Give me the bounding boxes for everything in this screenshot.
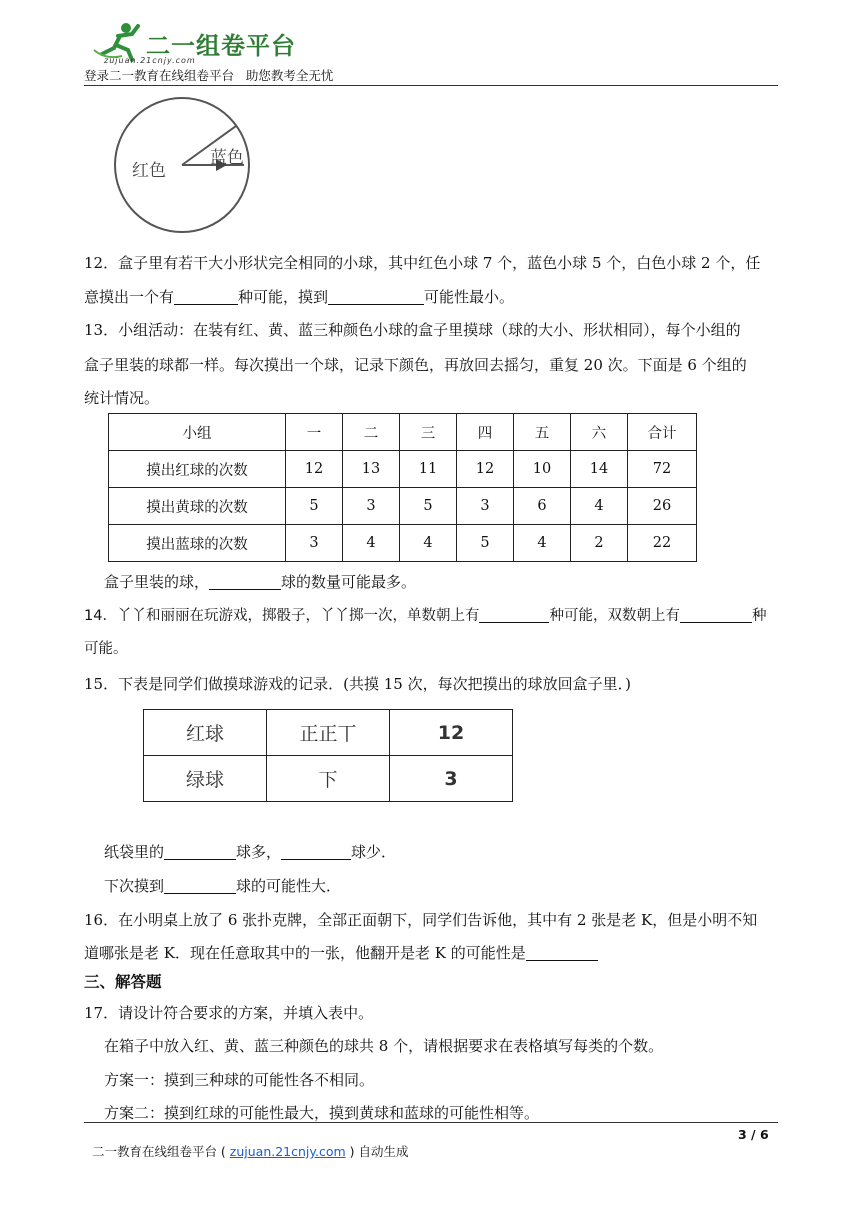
q15-blank-2[interactable] <box>281 843 351 860</box>
table-cell: 12 <box>457 451 514 488</box>
q14-line-1 <box>84 606 784 626</box>
table-cell: 小组 <box>109 414 286 451</box>
q14-blank-2[interactable] <box>680 606 752 623</box>
table-cell: 红球 <box>144 710 267 756</box>
table-cell: 下 <box>267 756 390 802</box>
q13-after-text-a: 盒子里装的球， <box>104 573 210 591</box>
q13-after-text-b: 球的数量可能最多。 <box>281 573 417 591</box>
table-cell: 5 <box>457 525 514 562</box>
table-cell: 4 <box>571 488 628 525</box>
table-cell: 22 <box>628 525 697 562</box>
table-cell: 2 <box>571 525 628 562</box>
q12-blank-1[interactable] <box>174 288 238 305</box>
table-cell: 六 <box>571 414 628 451</box>
table-cell: 10 <box>514 451 571 488</box>
q13-table-header <box>109 414 697 451</box>
q16-line-2 <box>84 943 784 963</box>
table-cell: 合计 <box>628 414 697 451</box>
q13-table <box>108 413 697 562</box>
q15-s2-text-a: 下次摸到 <box>104 877 165 895</box>
footer-text-b: ) 自动生成 <box>345 1144 409 1159</box>
q13-line-3: 统计情况。 <box>84 389 160 407</box>
table-cell: 3 <box>343 488 400 525</box>
table-cell: 正正丅 <box>267 710 390 756</box>
logo-subtext: zujuan.21cnjy.com <box>104 56 196 65</box>
q14-text-c: 种 <box>751 608 767 624</box>
table-cell: 4 <box>343 525 400 562</box>
q15-s1-text-a: 纸袋里的 <box>104 843 165 861</box>
pie-label-blue: 蓝色 <box>210 148 244 168</box>
footer-rule <box>84 1122 778 1123</box>
q13-line-2: 盒子里装的球都一样。每次摸出一个球，记录下颜色，再放回去摇匀，重复 20 次。下面是 6 个组的 <box>84 356 747 374</box>
q15-line-1: 15．下表是同学们做摸球游戏的记录．(共摸 15 次，每次把摸出的球放回盒子里．) <box>84 675 631 693</box>
table-cell: 3 <box>457 488 514 525</box>
q17-line-1: 17．请设计符合要求的方案，并填入表中。 <box>84 1004 374 1022</box>
table-cell: 3 <box>286 525 343 562</box>
table-cell: 12 <box>286 451 343 488</box>
q15-sentence-2 <box>104 876 804 896</box>
footer-left <box>84 1127 409 1160</box>
table-cell: 一 <box>286 414 343 451</box>
table-cell: 摸出蓝球的次数 <box>109 525 286 562</box>
q15-table <box>143 709 513 802</box>
footer-text-a: 二一教育在线组卷平台 ( <box>91 1144 230 1159</box>
pie-label-red: 红色 <box>132 161 166 181</box>
q13-after <box>104 572 804 592</box>
q16-blank[interactable] <box>526 944 598 961</box>
table-cell: 摸出红球的次数 <box>109 451 286 488</box>
table-cell: 5 <box>286 488 343 525</box>
table-cell: 4 <box>514 525 571 562</box>
q13-blank[interactable] <box>209 573 281 590</box>
table-row <box>109 451 697 488</box>
table-cell: 26 <box>628 488 697 525</box>
q12-line-2 <box>84 287 784 307</box>
table-row <box>109 488 697 525</box>
table-cell: 3 <box>390 756 513 802</box>
table-cell: 五 <box>514 414 571 451</box>
logo-text: 二一组卷平台 <box>146 32 296 60</box>
q16-line-1: 16．在小明桌上放了 6 张扑克牌，全部正面朝下，同学们告诉他，其中有 2 张是老 K，但是小明不知 <box>84 911 758 929</box>
table-row <box>144 756 513 802</box>
table-cell: 6 <box>514 488 571 525</box>
q15-s2-text-b: 球的可能性大． <box>236 877 342 895</box>
table-cell: 12 <box>390 710 513 756</box>
table-row <box>109 525 697 562</box>
q15-s1-text-c: 球少． <box>351 843 397 861</box>
q12-text-b: 种可能，摸到 <box>238 288 329 306</box>
table-cell: 二 <box>343 414 400 451</box>
q16-text: 道哪张是老 K．现在任意取其中的一张，他翻开是老 K 的可能性是 <box>84 944 526 962</box>
q17-line-2: 在箱子中放入红、黄、蓝三种颜色的球共 8 个，请根据要求在表格填写每类的个数。 <box>104 1037 664 1055</box>
section-title: 三、解答题 <box>84 973 162 991</box>
q14-blank-1[interactable] <box>479 606 549 623</box>
table-cell: 11 <box>400 451 457 488</box>
table-cell: 摸出黄球的次数 <box>109 488 286 525</box>
q14-text-a: 14．丫丫和丽丽在玩游戏，掷骰子，丫丫掷一次，单数朝上有 <box>84 608 480 624</box>
table-cell: 绿球 <box>144 756 267 802</box>
q13-line-1: 13．小组活动：在装有红、黄、蓝三种颜色小球的盒子里摸球（球的大小、形状相同），每个小组的 <box>84 321 741 339</box>
header-rule <box>84 85 778 86</box>
header-tagline: 登录二一教育在线组卷平台 助您教考全无忧 <box>84 68 334 83</box>
q17-line-4: 方案二：摸到红球的可能性最大，摸到黄球和蓝球的可能性相等。 <box>104 1104 540 1122</box>
q14-line-2: 可能。 <box>84 641 128 657</box>
q12-line-1: 12．盒子里有若干大小形状完全相同的小球，其中红色小球 7 个，蓝色小球 5 个，白色小球 2 个，任 <box>84 254 761 272</box>
q15-s1-text-b: 球多， <box>236 843 282 861</box>
q12-text-c: 可能性最小。 <box>424 288 515 306</box>
q12-text-a: 意摸出一个有 <box>84 288 175 306</box>
table-cell: 5 <box>400 488 457 525</box>
table-cell: 72 <box>628 451 697 488</box>
q12-blank-2[interactable] <box>328 288 424 305</box>
table-cell: 13 <box>343 451 400 488</box>
table-row <box>144 710 513 756</box>
q17-line-3: 方案一：摸到三种球的可能性各不相同。 <box>104 1071 375 1089</box>
table-cell: 四 <box>457 414 514 451</box>
q15-blank-3[interactable] <box>164 877 236 894</box>
page-number: 3 / 6 <box>738 1127 769 1142</box>
q14-text-b: 种可能，双数朝上有 <box>549 608 680 624</box>
table-cell: 三 <box>400 414 457 451</box>
table-cell: 4 <box>400 525 457 562</box>
q15-sentence-1 <box>104 842 804 862</box>
footer-link[interactable]: zujuan.21cnjy.com <box>229 1144 346 1159</box>
q15-blank-1[interactable] <box>164 843 236 860</box>
table-cell: 14 <box>571 451 628 488</box>
